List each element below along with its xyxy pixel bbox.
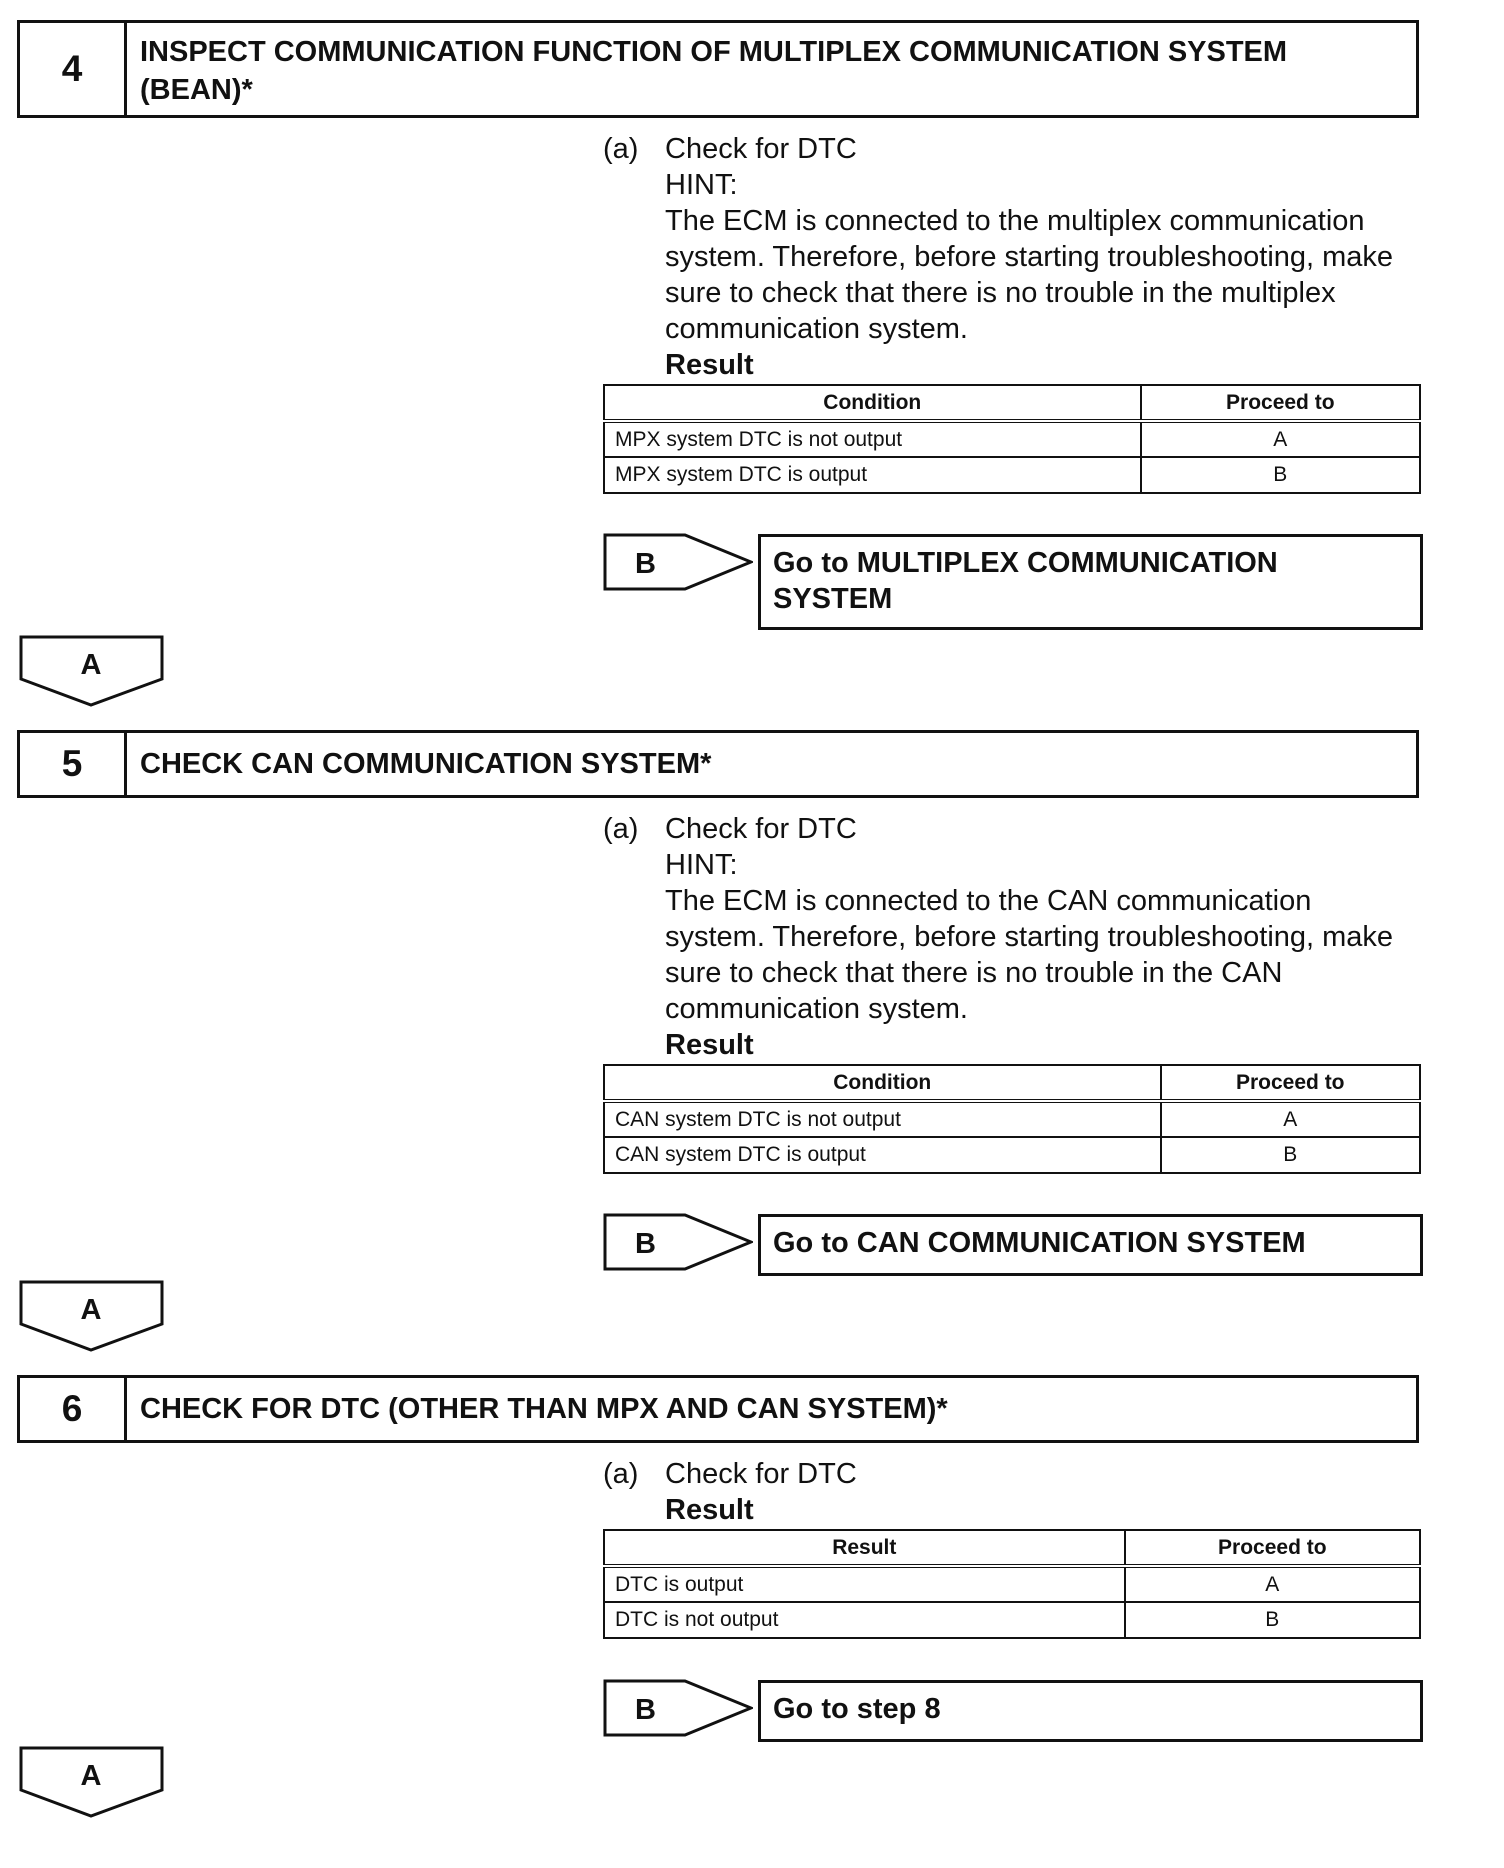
hint-label: HINT: [665, 169, 738, 201]
goto-box: Go to MULTIPLEX COMMUNICATION SYSTEM [758, 534, 1423, 630]
table-row [604, 421, 1420, 457]
result-heading: Result [665, 1494, 754, 1526]
a-arrow-icon [19, 1746, 164, 1823]
a-arrow-icon [19, 1280, 164, 1357]
goto-box: Go to step 8 [758, 1680, 1423, 1742]
table-cell: B [1161, 1137, 1420, 1173]
step-5-header [17, 730, 1419, 798]
step-number: 4 [20, 23, 127, 115]
table-row [604, 1137, 1420, 1173]
table-header: Condition [604, 1065, 1161, 1101]
step-number: 5 [20, 733, 127, 795]
a-arrow-label: A [80, 1294, 102, 1326]
table-cell: CAN system DTC is output [604, 1137, 1161, 1173]
b-arrow-label: B [635, 1228, 656, 1260]
hint-line: system. Therefore, before starting troubleshooting, make [665, 241, 1394, 273]
b-arrow-label: B [635, 1694, 656, 1726]
table-cell: MPX system DTC is output [604, 457, 1141, 493]
table-cell: CAN system DTC is not output [604, 1101, 1161, 1137]
table-cell: B [1141, 457, 1420, 493]
table-header: Proceed to [1141, 385, 1420, 421]
table-cell: A [1161, 1101, 1420, 1137]
table-row [604, 457, 1420, 493]
a-arrow-label: A [80, 649, 102, 681]
item-label: (a) [603, 133, 639, 165]
table-row [604, 1566, 1420, 1602]
item-label: (a) [603, 1458, 639, 1490]
item-text: Check for DTC [665, 813, 857, 845]
b-arrow-label: B [635, 548, 656, 580]
table-row [604, 1101, 1420, 1137]
table-header: Result [604, 1530, 1125, 1566]
hint-line: The ECM is connected to the CAN communication [665, 885, 1312, 917]
table-cell: MPX system DTC is not output [604, 421, 1141, 457]
result-table [603, 1529, 1421, 1639]
hint-line: communication system. [665, 313, 968, 345]
hint-line: sure to check that there is no trouble in the multiplex [665, 277, 1336, 309]
table-cell: DTC is not output [604, 1602, 1125, 1638]
a-arrow-label: A [80, 1760, 102, 1792]
hint-line: sure to check that there is no trouble in the CAN [665, 957, 1283, 989]
result-heading: Result [665, 349, 754, 381]
a-arrow-icon [19, 635, 164, 712]
step-title: CHECK FOR DTC (OTHER THAN MPX AND CAN SYSTEM)* [140, 1393, 948, 1425]
step-4-header [17, 20, 1419, 118]
step-title: INSPECT COMMUNICATION FUNCTION OF MULTIPLEX COMMUNICATION SYSTEM (BEAN)* [140, 36, 1288, 106]
result-table [603, 1064, 1421, 1174]
step-5-body [665, 811, 1425, 1063]
item-text: Check for DTC [665, 133, 857, 165]
table-row [604, 1602, 1420, 1638]
table-header: Proceed to [1125, 1530, 1420, 1566]
item-text: Check for DTC [665, 1458, 857, 1490]
table-header-row [604, 385, 1420, 421]
step-4-body [665, 131, 1425, 383]
table-header: Condition [604, 385, 1141, 421]
item-label: (a) [603, 813, 639, 845]
step-title: CHECK CAN COMMUNICATION SYSTEM* [140, 748, 712, 780]
table-header: Proceed to [1161, 1065, 1420, 1101]
step-6-header [17, 1375, 1419, 1443]
hint-line: system. Therefore, before starting troubleshooting, make [665, 921, 1394, 953]
table-cell: A [1141, 421, 1420, 457]
b-arrow-icon [603, 1679, 753, 1742]
result-table [603, 384, 1421, 494]
table-cell: DTC is output [604, 1566, 1125, 1602]
hint-label: HINT: [665, 849, 738, 881]
table-cell: B [1125, 1602, 1420, 1638]
step-6-body [665, 1456, 1425, 1528]
hint-line: The ECM is connected to the multiplex communication [665, 205, 1365, 237]
b-arrow-icon [603, 533, 753, 596]
step-number: 6 [20, 1378, 127, 1440]
table-header-row [604, 1530, 1420, 1566]
table-cell: A [1125, 1566, 1420, 1602]
goto-box: Go to CAN COMMUNICATION SYSTEM [758, 1214, 1423, 1276]
hint-line: communication system. [665, 993, 968, 1025]
table-header-row [604, 1065, 1420, 1101]
result-heading: Result [665, 1029, 754, 1061]
b-arrow-icon [603, 1213, 753, 1276]
